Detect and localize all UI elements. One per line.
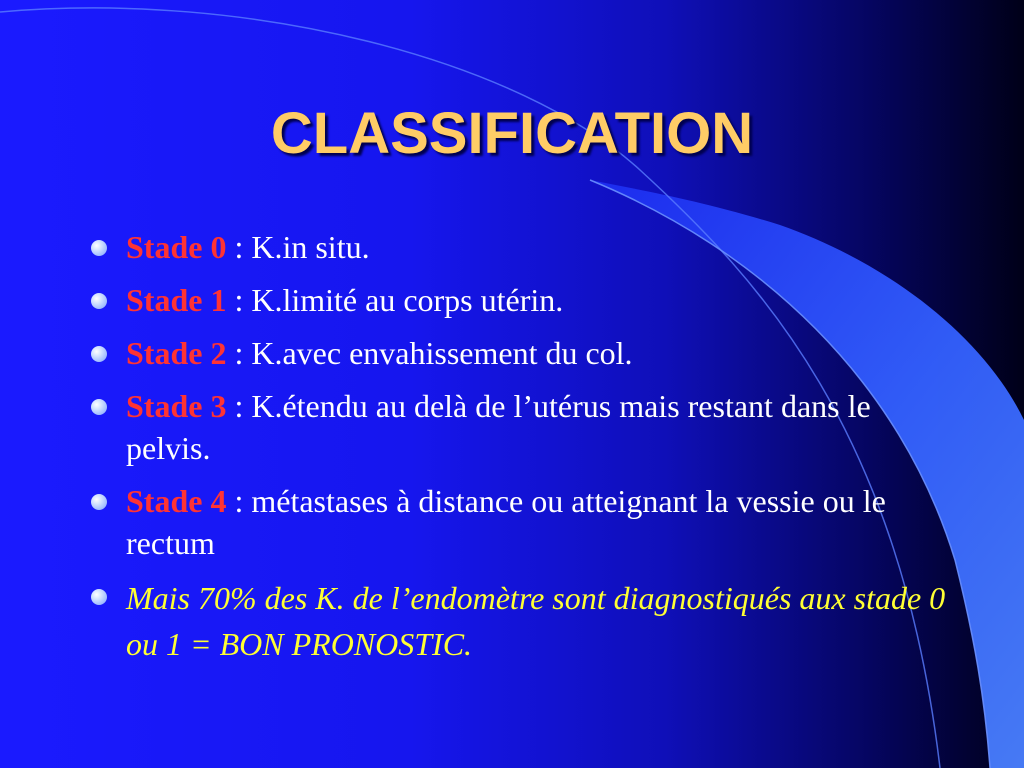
bullet-prognosis-note xyxy=(88,575,948,667)
stage-label: Stade 1 xyxy=(126,282,227,318)
bullet-stage-0 xyxy=(88,226,948,268)
stage-label: Stade 3 xyxy=(126,388,227,424)
prognosis-note-text: Mais 70% des K. de l’endomètre sont diagnostiqués aux stade 0 ou 1 = BON PRONOSTIC. xyxy=(126,580,946,662)
bullet-dot-icon xyxy=(91,494,107,510)
bullet-stage-1 xyxy=(88,279,948,321)
bullet-list xyxy=(88,226,948,678)
bullet-dot-icon xyxy=(91,346,107,362)
stage-description: : K.in situ. xyxy=(226,229,370,265)
slide-title: CLASSIFICATION xyxy=(270,101,754,166)
stage-description: : K.limité au corps utérin. xyxy=(226,282,564,318)
stage-label: Stade 2 xyxy=(126,335,227,371)
stage-label: Stade 0 xyxy=(126,229,227,265)
bullet-stage-3 xyxy=(88,385,948,469)
bullet-stage-4 xyxy=(88,480,948,564)
stage-description: : métastases à distance ou atteignant la vessie ou le rectum xyxy=(126,483,886,561)
bullet-dot-icon xyxy=(91,240,107,256)
bullet-stage-2 xyxy=(88,332,948,374)
stage-description: : K.étendu au delà de l’utérus mais restant dans le pelvis. xyxy=(126,388,871,466)
stage-description: : K.avec envahissement du col. xyxy=(226,335,633,371)
bullet-dot-icon xyxy=(91,293,107,309)
bullet-dot-icon xyxy=(91,589,107,605)
bullet-dot-icon xyxy=(91,399,107,415)
stage-label: Stade 4 xyxy=(126,483,227,519)
